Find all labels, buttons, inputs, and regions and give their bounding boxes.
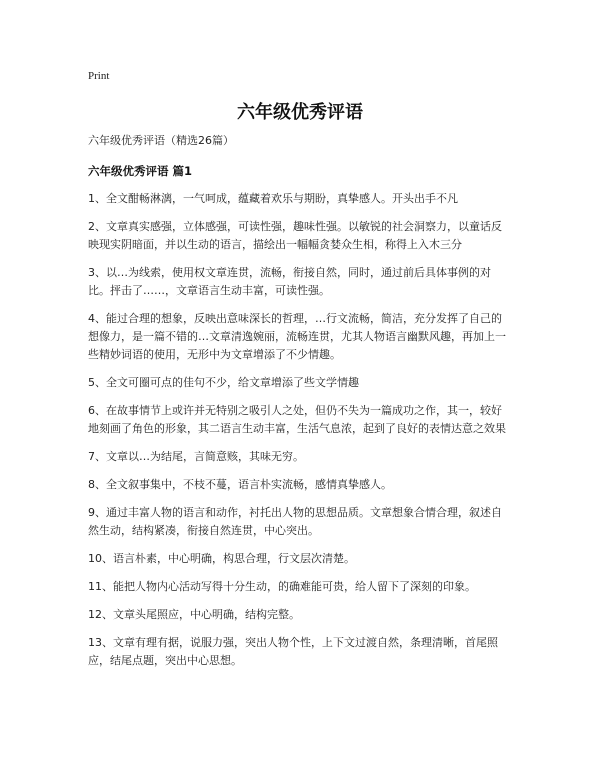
section-heading: 六年级优秀评语 篇1 [88,164,193,178]
paragraph-1: 1、全文酣畅淋漓，一气呵成，蕴藏着欢乐与期盼，真挚感人。开头出手不凡 [88,192,458,205]
paragraph-3: 3、以…为线索，使用权文章连贯，流畅，衔接自然，同时，通过前后具体事例的对比。抨击了……，文章语言生动丰富，可读性强。 [88,266,491,297]
paragraph-5: 5、全文可圈可点的佳句不少，给文章增添了些文学情趣 [88,376,359,389]
document-subtitle: 六年级优秀评语（精选26篇） [88,134,234,147]
paragraph-7: 7、文章以…为结尾，言简意赅，其味无穷。 [88,450,304,463]
paragraph-8: 8、全文叙事集中，不枝不蔓，语言朴实流畅，感情真挚感人。 [88,478,392,491]
print-link[interactable]: Print [88,70,110,82]
paragraph-9: 9、通过丰富人物的语言和动作，衬托出人物的思想品质。文章想象合情合理，叙述自然生动，结构紧凑，衔接自然连贯，中心突出。 [88,506,502,537]
paragraph-4: 4、能过合理的想象，反映出意味深长的哲理，…行文流畅，简洁，充分发挥了自己的想像力，是一篇不错的…文章清逸婉丽，流畅连贯，尤其人物语言幽默风趣，再加上一些精妙词语的使用，无形中为文章增添了不少情趣。 [88,312,506,361]
paragraph-13: 13、文章有理有据，说服力强，突出人物个性，上下文过渡自然，条理清晰，首尾照应，结尾点题，突出中心思想。 [88,636,498,667]
paragraph-12: 12、文章头尾照应，中心明确，结构完整。 [88,608,300,621]
document-body [88,133,512,680]
paragraph-11: 11、能把人物内心活动写得十分生动，的确难能可贵，给人留下了深刻的印象。 [88,580,476,593]
paragraph-2: 2、文章真实感强，立体感强，可读性强，趣味性强。以敏锐的社会洞察力，以童话反映现实阴暗面，并以生动的语言，描绘出一幅幅贪婪众生相，称得上入木三分 [88,220,502,251]
paragraph-6: 6、在故事情节上或许并无特别之吸引人之处，但仍不失为一篇成功之作，其一，较好地刻画了角色的形象，其二语言生动丰富，生活气息浓，起到了良好的表情达意之效果 [88,404,506,435]
page-title: 六年级优秀评语 [237,102,363,123]
paragraph-10: 10、语言朴素，中心明确，构思合理，行文层次清楚。 [88,552,355,565]
